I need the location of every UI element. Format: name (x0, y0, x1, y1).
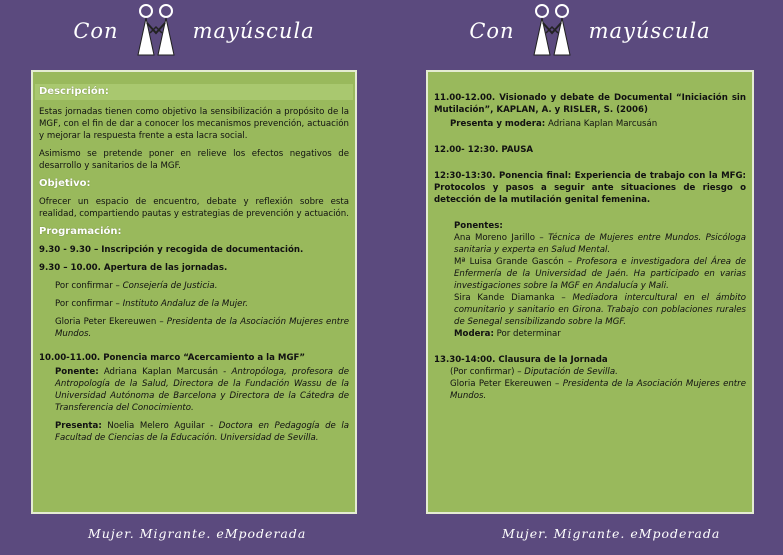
program-item-keynote: 10.00-11.00. Ponencia marco “Acercamiento a la MGF” (39, 353, 306, 363)
header-word-mayuscula: mayúscula (192, 19, 315, 43)
program-item-break: 12.00- 12:30. PAUSA (434, 145, 534, 155)
keynote-presenta (39, 420, 349, 444)
closing-speaker-1 (434, 366, 746, 378)
opening-speaker-2 (39, 298, 349, 310)
program-item-closing: 13.30-14:00. Clausura de la Jornada (434, 355, 608, 365)
right-footer-slogan: Mujer. Migrante. eMpoderada (502, 526, 721, 541)
ponente-label: Ponente: (55, 367, 99, 377)
speaker-name: Gloria Peter Ekereuwen – (55, 317, 167, 327)
objetivo-title: Objetivo: (39, 178, 91, 189)
speaker-name: Mª Luisa Grande Gascón – (454, 257, 577, 267)
header-word-con: Con (73, 19, 119, 43)
objetivo-paragraph: Ofrecer un espacio de encuentro, debate y reflexión sobre esta realidad, compartiendo pautas y estrategias de prevención y actuación. (39, 197, 349, 219)
presenta-modera-label: Presenta y modera: (450, 119, 546, 129)
opening-speaker-1 (39, 280, 349, 292)
descripcion-title: Descripción: (35, 84, 353, 100)
program-item-opening: 9.30 – 10.00. Apertura de las jornadas. (39, 263, 228, 273)
presenta-name: Noelia Melero Aguilar - (101, 421, 219, 431)
descripcion-paragraph-1: Estas jornadas tienen como objetivo la sensibilización a propósito de la MGF, con el fin de dar a conocer los mecanismos prevención, actuación y mejorar la respuesta frente a esta lacra social. (39, 107, 349, 141)
header-word-con: Con (469, 19, 515, 43)
speaker-name: Por confirmar – (55, 281, 123, 291)
program-item-registration: 9.30 - 9.30 – Inscripción y recogida de documentación. (39, 245, 304, 255)
closing-speaker-2 (434, 378, 746, 402)
presenter-name: Adriana Kaplan Marcusán (545, 119, 658, 129)
speaker-role: Mediadora intercultural en el ámbito comunitario y sanitario en Girona. Trabajo con poblaciones rurales de Senegal sensibilizando sobre la MGF. (454, 293, 746, 327)
speaker-role: Instituto Andaluz de la Mujer. (122, 299, 248, 309)
speaker-luisa-grande (434, 256, 746, 292)
modera-label: Modera: (454, 329, 494, 339)
final-talk-moderator (434, 328, 746, 340)
descripcion-paragraph-2: Asimismo se pretende poner en relieve los efectos negativos de desarrollo y sanitarios de la MGF. (39, 149, 349, 171)
two-women-logo-icon (135, 3, 177, 59)
program-item-documentary: 11.00-12.00. Visionado y debate de Documental “Iniciación sin Mutilación”, KAPLAN, A. y RISLER, S. (2006) (434, 93, 746, 115)
speaker-sira-kande (434, 292, 746, 328)
right-content-panel (426, 70, 754, 514)
speaker-name: Por confirmar – (55, 299, 123, 309)
speaker-role: Diputación de Sevilla. (524, 367, 618, 377)
speaker-name: Sira Kande Diamanka – (454, 293, 573, 303)
presenta-bio: Doctora en Pedagogía de la Facultad de Ciencias de la Educación. Universidad de Sevilla. (55, 421, 349, 443)
programacion-title: Programación: (39, 226, 122, 237)
opening-speaker-3 (39, 316, 349, 340)
speaker-role: Técnica de Mujeres entre Mundos. Psicóloga sanitaria y experta en Salud Mental. (454, 233, 747, 255)
two-women-logo-icon (531, 3, 573, 59)
left-footer-slogan: Mujer. Migrante. eMpoderada (88, 526, 307, 541)
speaker-role: Consejería de Justicia. (122, 281, 218, 291)
ponente-name: Adriana Kaplan Marcusán - (98, 367, 232, 377)
speaker-role: Presidenta de la Asociación Mujeres entre Mundos. (55, 317, 349, 339)
speaker-ana-moreno (434, 232, 746, 256)
left-content-panel (31, 70, 357, 514)
ponente-bio: Antropóloga, profesora de Antropología de la Salud, Directora de la Fundación Wassu de la Universidad Autónoma de Barcelona y Directora de la Cátedra de Transferencia del Conocimiento. (55, 367, 349, 413)
program-item-final-talk: 12:30-13:30. Ponencia final: Experiencia de trabajo con la MFG: Protocolos y pasos a seguir ante situaciones de riesgo o detección de la mutilación genital femenina. (434, 171, 746, 205)
right-header (426, 0, 754, 62)
moderator-name: Por determinar (493, 329, 561, 339)
speaker-name: Ana Moreno Jarillo – (454, 233, 549, 243)
documentary-presenter (434, 118, 746, 130)
keynote-ponente (39, 366, 349, 414)
ponentes-label: Ponentes: (454, 221, 503, 231)
header-word-mayuscula: mayúscula (588, 19, 711, 43)
speaker-role: Presidenta de la Asociación Mujeres entre Mundos. (450, 379, 746, 401)
presenta-label: Presenta: (55, 421, 102, 431)
left-header (31, 0, 357, 62)
speaker-role: Profesora e investigadora del Área de Enfermería de la Universidad de Jaén. Ha participado en varias investigaciones sobre la MGF en Andalucía y Mali. (454, 257, 746, 291)
speaker-name: (Por confirmar) – (450, 367, 525, 377)
speaker-name: Gloria Peter Ekereuwen – (450, 379, 563, 389)
